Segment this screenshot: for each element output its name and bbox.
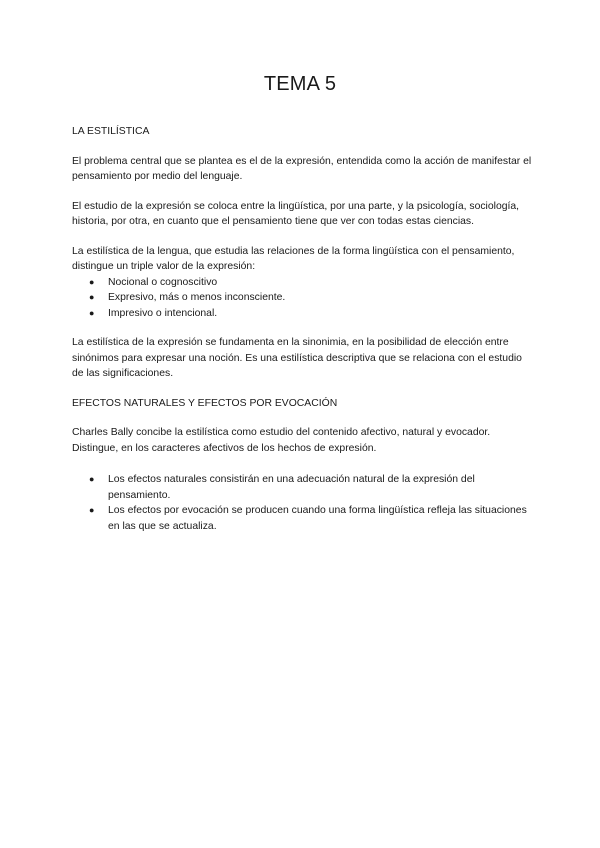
- list-item: [72, 472, 532, 503]
- bullet-list-effects: [72, 472, 532, 534]
- document-body: [72, 124, 532, 534]
- bullet-icon: ●: [89, 474, 95, 484]
- paragraph: La estilística de la lengua, que estudia las relaciones de la forma lingüística con el pensamiento, distingue un triple valor de la expresión:: [72, 245, 515, 272]
- bullet-icon: ●: [89, 292, 95, 302]
- paragraph: El problema central que se plantea es el de la expresión, entendida como la acción de manifestar el pensamiento por medio del lenguaje.: [72, 155, 532, 182]
- bullet-icon: ●: [89, 505, 95, 515]
- bullet-list-values: [72, 275, 532, 322]
- paragraph: La estilística de la expresión se fundamenta en la sinonimia, en la posibilidad de elección entre sinónimos para expresar una noción. Es una estilística descriptiva que se relaciona con el estudio de las significaciones.: [72, 337, 522, 379]
- page-title: TEMA 5: [263, 73, 337, 95]
- list-item-text: Expresivo, más o menos inconsciente.: [108, 292, 286, 303]
- bullet-icon: ●: [89, 307, 95, 318]
- list-item-text: Los efectos naturales consistirán en una adecuación natural de la expresión del pensamiento.: [108, 474, 475, 501]
- paragraph: El estudio de la expresión se coloca entre la lingüística, por una parte, y la psicología, sociología, historia, por otra, en cuanto que el pensamiento tiene que ver con todas estas ciencias.: [72, 200, 520, 227]
- list-item: [72, 290, 532, 306]
- section-heading-estilistica: LA ESTILÍSTICA: [72, 126, 150, 137]
- section-heading-efectos: EFECTOS NATURALES Y EFECTOS POR EVOCACIÓN: [72, 397, 338, 409]
- list-item: [72, 275, 532, 291]
- list-item: [72, 503, 532, 534]
- list-item-text: Los efectos por evocación se producen cuando una forma lingüística refleja las situaciones en las que se actualiza.: [108, 505, 527, 532]
- bullet-icon: ●: [89, 276, 95, 287]
- list-item-text: Nocional o cognoscitivo: [108, 276, 218, 288]
- paragraph: Charles Bally concibe la estilística como estudio del contenido afectivo, natural y evocador. Distingue, en los caracteres afectivos de los hechos de expresión.: [72, 427, 491, 454]
- list-item-text: Impresivo o intencional.: [108, 307, 218, 319]
- list-item: [72, 306, 532, 322]
